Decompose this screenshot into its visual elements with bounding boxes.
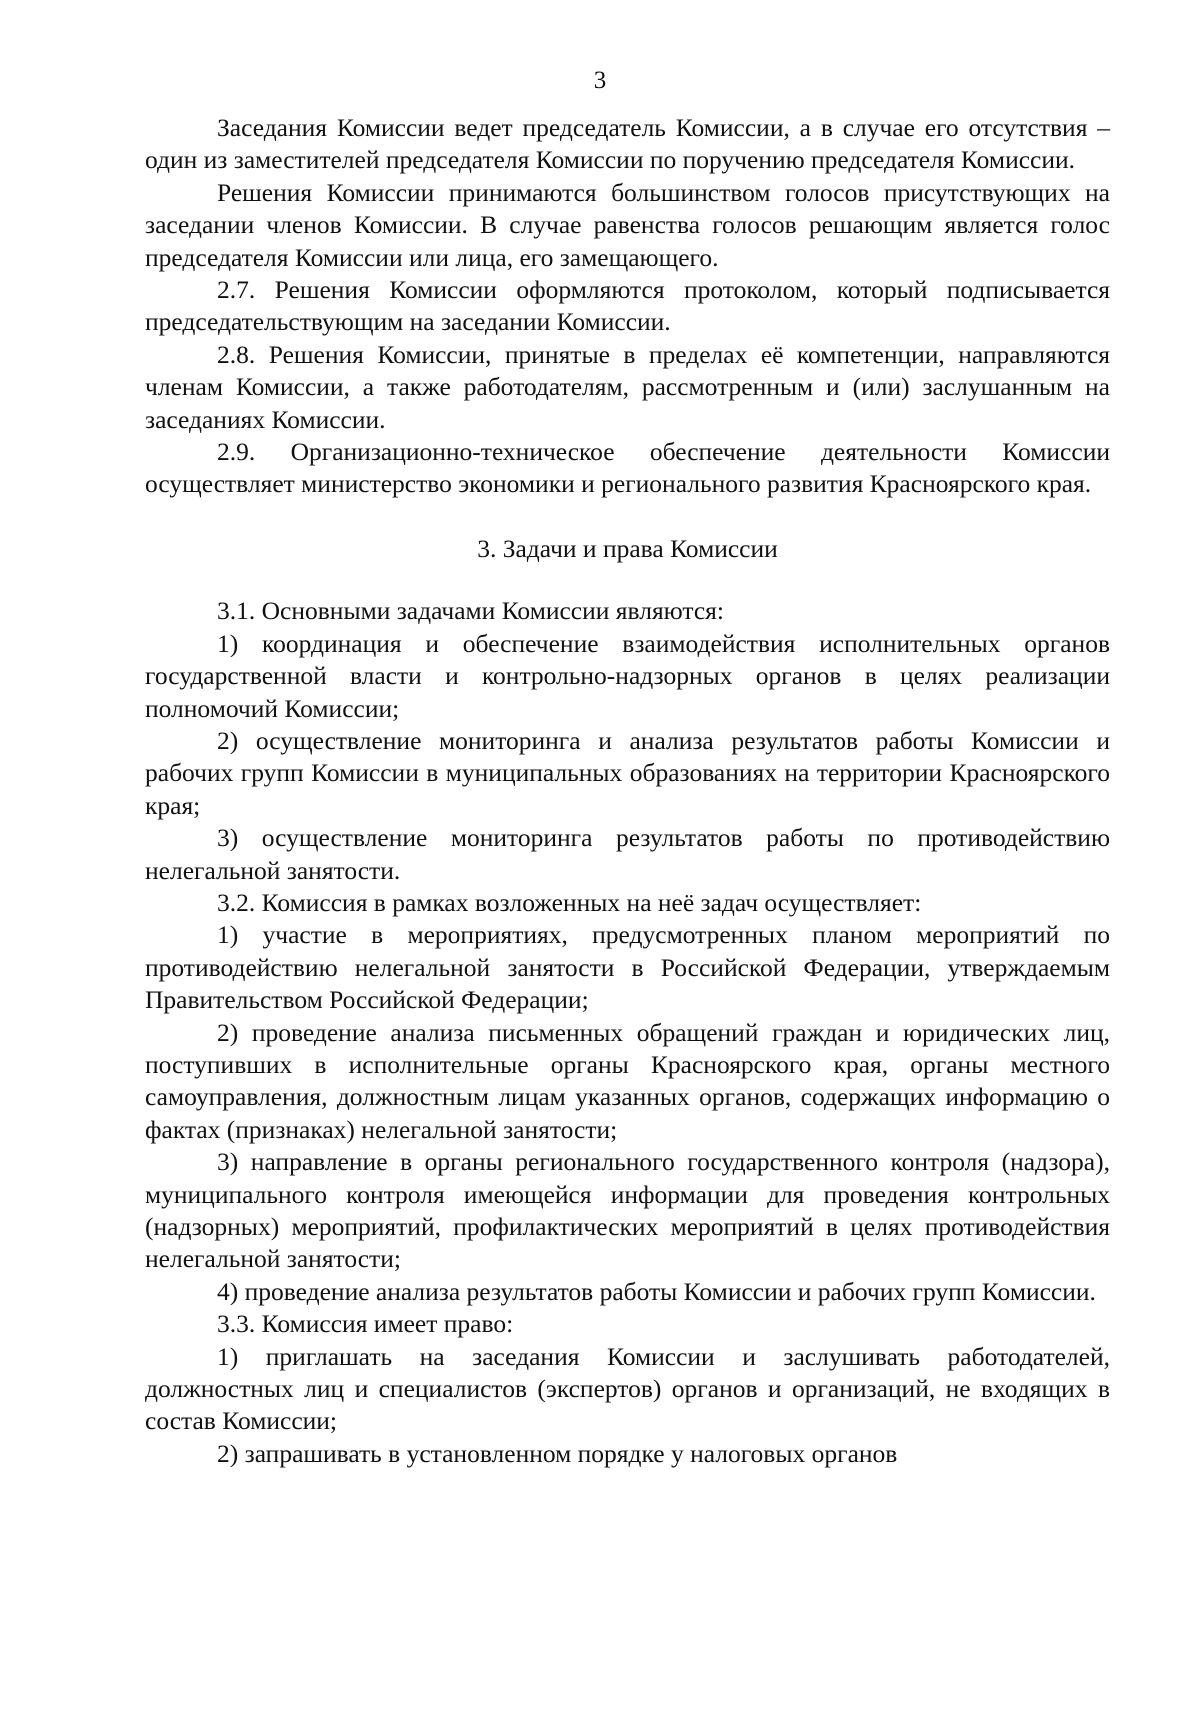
list-item: 2) осуществление мониторинга и анализа результатов работы Комиссии и рабочих групп Комиссии в муниципальных образованиях на территории Красноярского края; [145, 725, 1110, 820]
paragraph-majority-vote: Решения Комиссии принимаются большинством голосов присутствующих на заседании членов Комиссии. В случае равенства голосов решающим является голос председателя Комиссии или лица, его замещающего. [145, 177, 1110, 272]
list-item: 2) запрашивать в установленном порядке у налоговых органов [217, 1438, 898, 1468]
section-heading: 3. Задачи и права Комиссии [477, 533, 778, 563]
paragraph-3-1: 3.1. Основными задачами Комиссии являются: [217, 596, 724, 626]
section-spacer [145, 565, 1110, 595]
paragraph-2-7: 2.7. Решения Комиссии оформляются протоколом, который подписывается председательствующим на заседании Комиссии. [145, 275, 1110, 337]
paragraph-3-3: 3.3. Комиссия имеет право: [217, 1309, 514, 1339]
section-spacer [145, 501, 1110, 533]
paragraph-2-8: 2.8. Решения Комиссии, принятые в пределах её компетенции, направляются членам Комиссии, а также работодателям, рассмотренным и (или) заслушанным на заседаниях Комиссии. [145, 339, 1110, 434]
list-item: 1) приглашать на заседания Комиссии и заслушивать работодателей, должностных лиц и специалистов (экспертов) органов и организаций, не входящих в состав Комиссии; [145, 1341, 1110, 1436]
paragraph-3-2: 3.2. Комиссия в рамках возложенных на неё задач осуществляет: [217, 887, 922, 917]
list-item: 4) проведение анализа результатов работы Комиссии и рабочих групп Комиссии. [217, 1276, 1096, 1306]
paragraph-2-9: 2.9. Организационно-техническое обеспечение деятельности Комиссии осуществляет министерство экономики и регионального развития Красноярского края. [145, 437, 1110, 499]
list-item: 2) проведение анализа письменных обращений граждан и юридических лиц, поступивших в исполнительные органы Красноярского края, органы местного самоуправления, должностным лицам указанных органов, содержащих информацию о фактах (признаках) нелегальной занятости; [145, 1017, 1110, 1144]
document-body [145, 112, 1110, 1470]
list-item: 3) направление в органы регионального государственного контроля (надзора), муниципального контроля имеющейся информации для проведения контрольных (надзорных) мероприятий, профилактических мероприятий в целях противодействия нелегальной занятости; [145, 1147, 1110, 1274]
page-number: 3 [593, 67, 607, 94]
paragraph-chair-conducts: Заседания Комиссии ведет председатель Комиссии, а в случае его отсутствия – один из заместителей председателя Комиссии по поручению председателя Комиссии. [145, 113, 1110, 175]
list-item: 1) участие в мероприятиях, предусмотренных планом мероприятий по противодействию нелегальной занятости в Российской Федерации, утверждаемым Правительством Российской Федерации; [145, 920, 1110, 1015]
list-item: 3) осуществление мониторинга результатов работы по противодействию нелегальной занятости. [145, 823, 1110, 885]
list-item: 1) координация и обеспечение взаимодействия исполнительных органов государственной власти и контрольно-надзорных органов в целях реализации полномочий Комиссии; [145, 628, 1110, 723]
